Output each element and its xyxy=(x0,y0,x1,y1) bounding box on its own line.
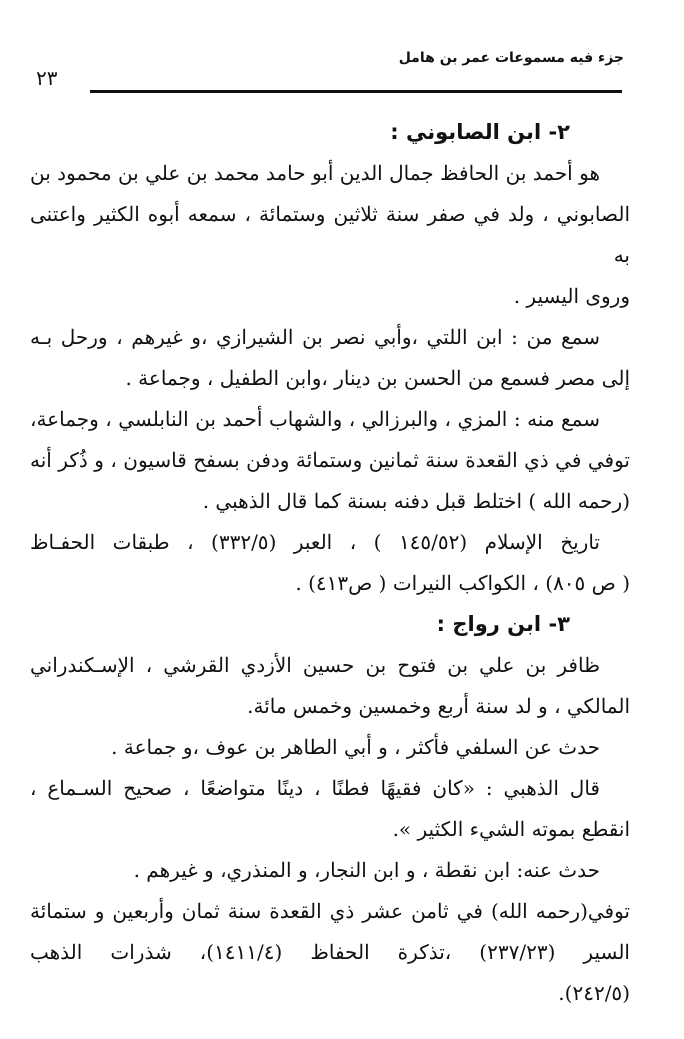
text-line: الصابوني ، ولد في صفر سنة ثلاثين وستمائة ، سمعه أبوه الكثير واعتنى به xyxy=(30,202,630,267)
text-line: هو أحمد بن الحافظ جمال الدين أبو حامد محمد بن علي بن محمود بن xyxy=(30,161,600,185)
reference-line: تاريخ الإسلام (١٤٥/٥٢ ) ، العبر (٣٣٢/٥) ، طبقات الحفـاظ xyxy=(30,530,600,554)
text-line: إلى مصر فسمع من الحسن بن دينار ،وابن الطفيل ، وجماعة . xyxy=(125,366,630,390)
text-line: حدث عنه: ابن نقطة ، و ابن النجار، و المنذري، و غيرهم . xyxy=(133,858,600,882)
header-rule xyxy=(90,90,622,93)
section-heading-ibn-al-sabuni: ٢- ابن الصابوني : xyxy=(390,120,570,144)
reference-line: السير (٢٣٧/٢٣) ،تذكرة الحفاظ (١٤١١/٤)، شذرات الذهب xyxy=(30,940,630,964)
text-line: توفي في ذي القعدة سنة ثمانين وستمائة ودفن بسفح قاسيون ، و ذُكر أنه xyxy=(30,448,630,472)
body-text xyxy=(30,112,630,1014)
text-line: ظافر بن علي بن فتوح بن حسين الأزدي القرشي ، الإسـكندراني xyxy=(30,653,600,677)
page-number: ٢٣ xyxy=(36,66,58,90)
text-line: قال الذهبي : «كان فقيهًا فطنًا ، دينًا متواضعًا ، صحيح السـماع ، xyxy=(30,776,600,800)
text-line: سمع منه : المزي ، والبرزالي ، والشهاب أحمد بن النابلسي ، وجماعة، xyxy=(30,407,600,431)
text-line: سمع من : ابن اللتي ،وأبي نصر بن الشيرازي ،و غيرهم ، ورحل بـه xyxy=(30,325,600,349)
reference-line: (٢٤٢/٥). xyxy=(558,981,630,1005)
text-line: (رحمه الله ) اختلط قبل دفنه بسنة كما قال الذهبي . xyxy=(202,489,630,513)
text-line: توفي(رحمه الله) في ثامن عشر ذي القعدة سنة ثمان وأربعين و ستمائة xyxy=(30,899,630,923)
text-line: وروى اليسير . xyxy=(513,284,630,308)
running-header-title: جزء فيه مسموعات عمر بن هامل xyxy=(398,50,624,66)
reference-line: ( ص ٨٠٥) ، الكواكب النيرات ( ص٤١٣) . xyxy=(295,571,630,595)
text-line: المالكي ، و لد سنة أربع وخمسين وخمس مائة. xyxy=(247,694,630,718)
section-heading-ibn-rawaj: ٣- ابن رواج : xyxy=(436,612,570,636)
text-line: انقطع بموته الشيء الكثير ». xyxy=(392,817,630,841)
text-line: حدث عن السلفي فأكثر ، و أبي الطاهر بن عوف ،و جماعة . xyxy=(111,735,600,759)
